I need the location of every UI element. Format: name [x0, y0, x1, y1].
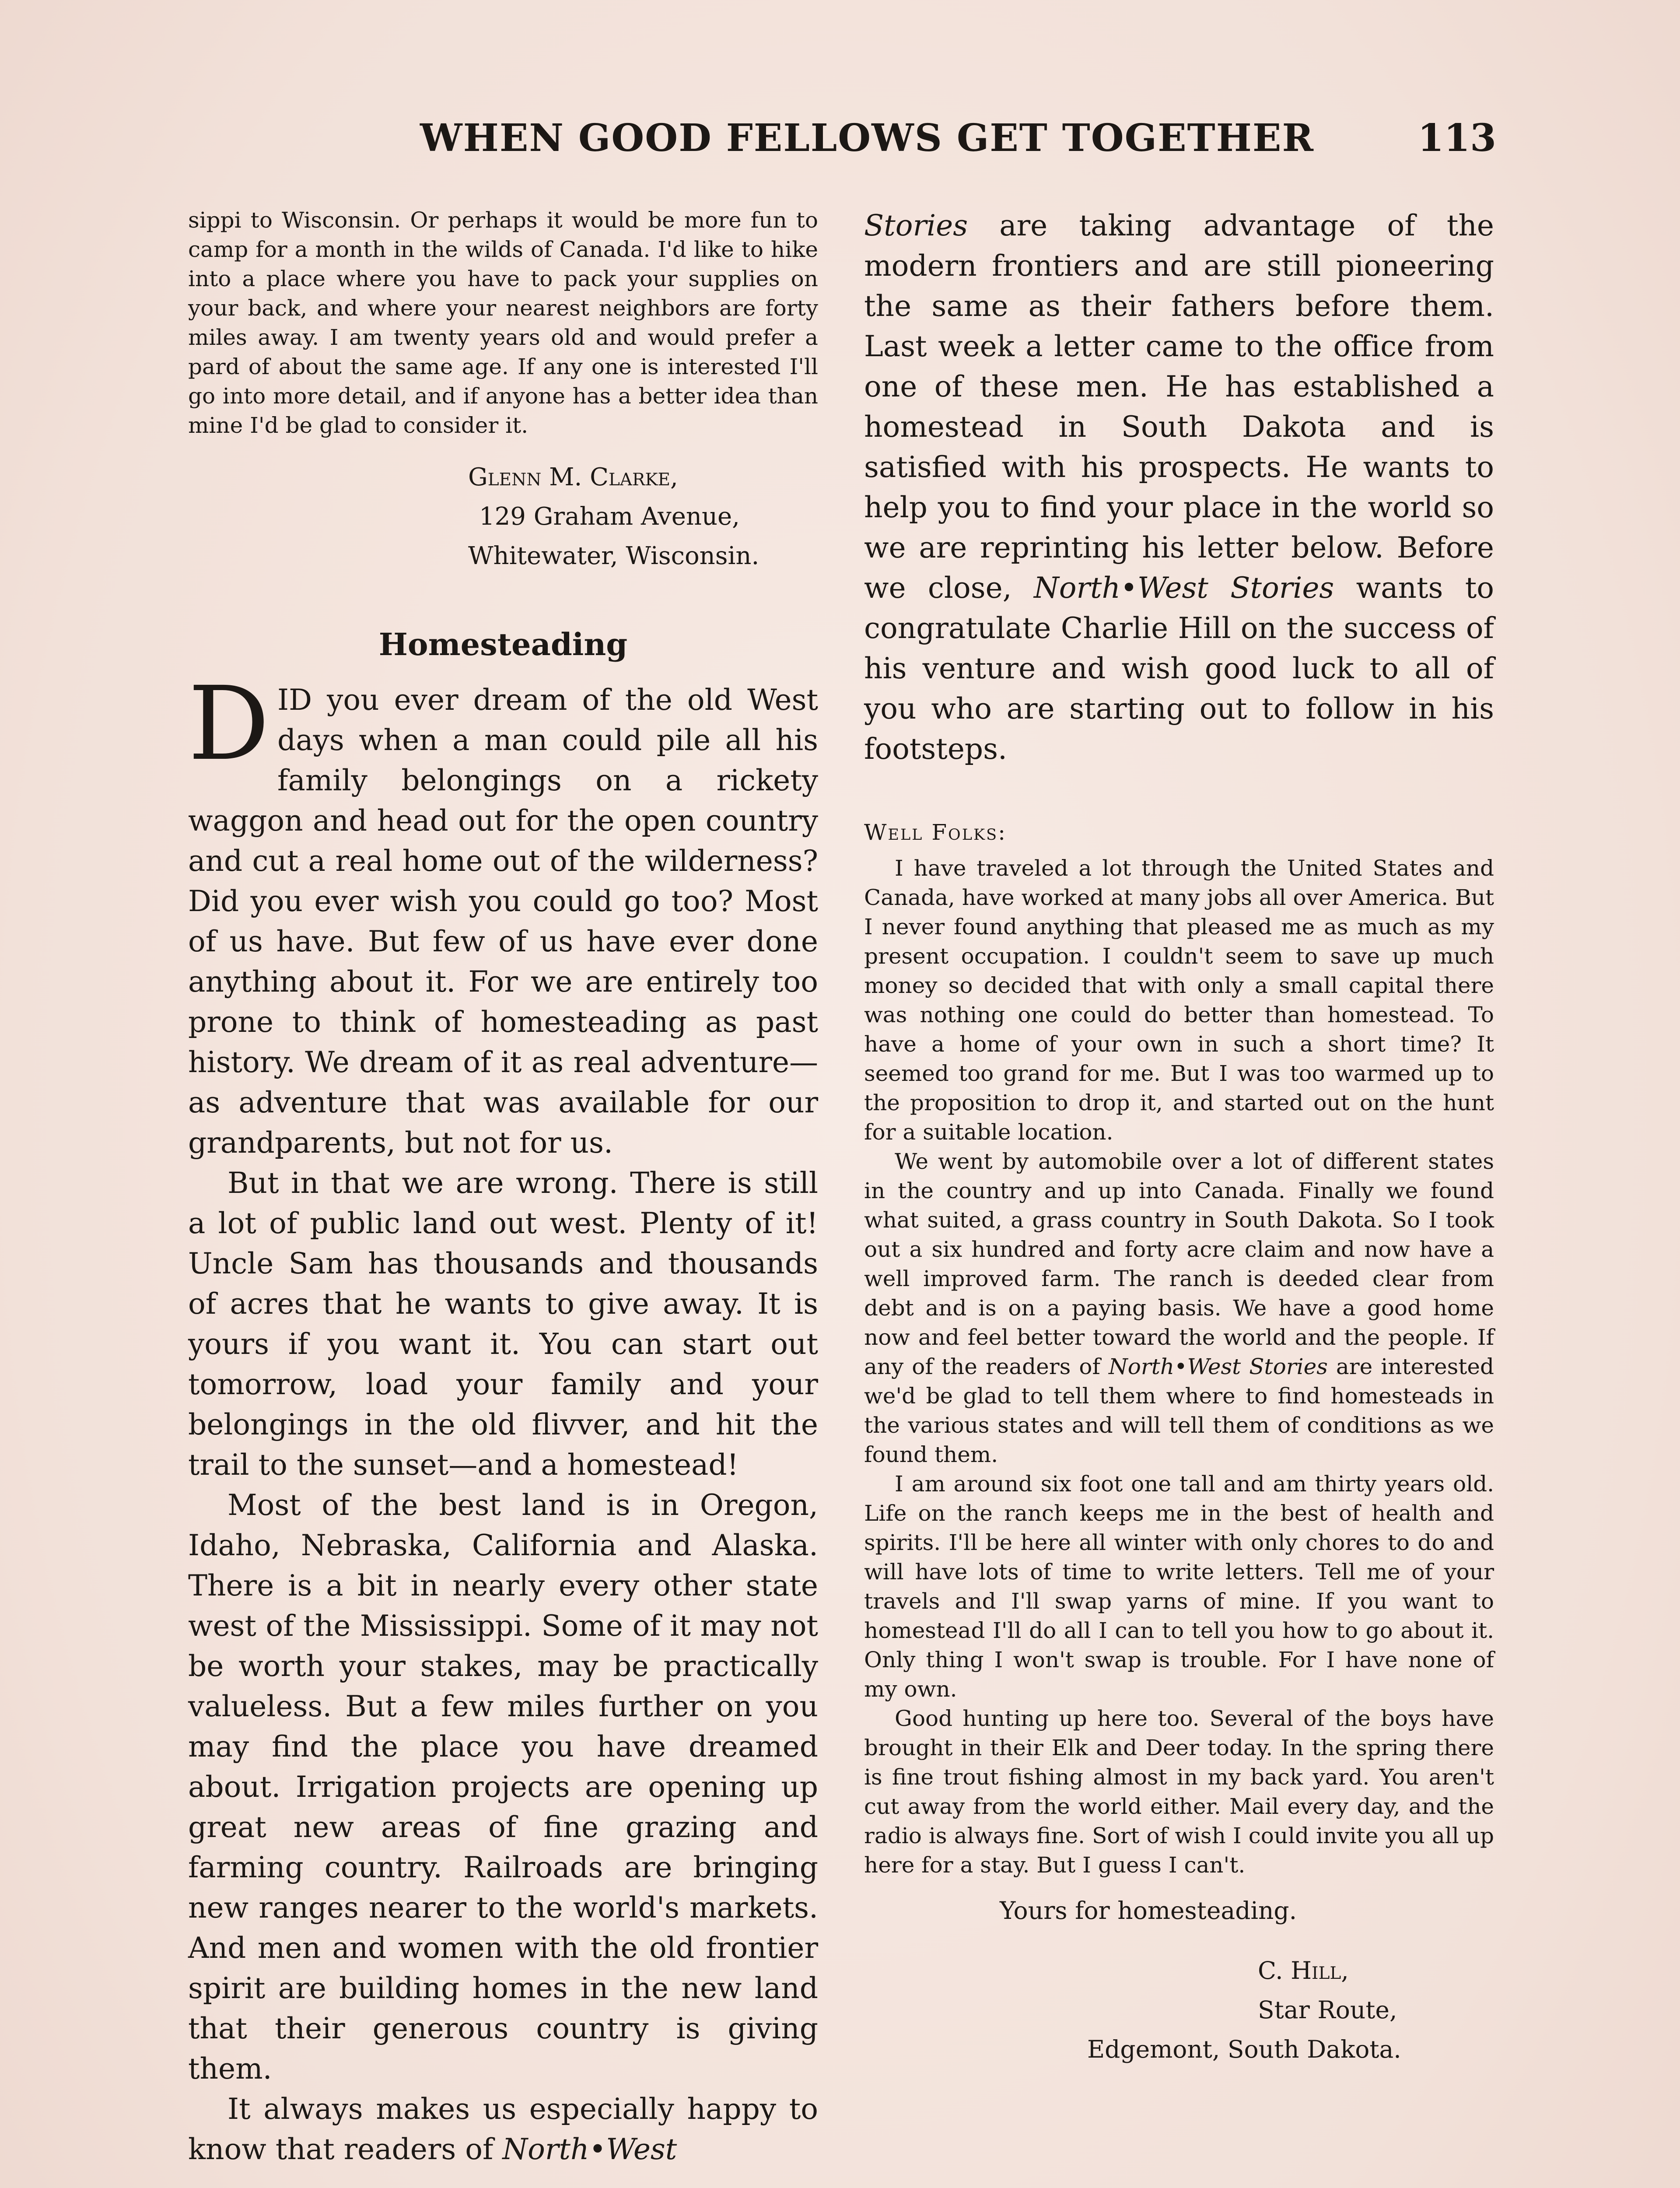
- hill-p2-b: are interested we'd be glad to tell them where to find homesteads in the various states and will tell them of conditions as we found them.: [864, 1354, 1494, 1467]
- section-heading-homesteading: Homesteading: [378, 626, 628, 663]
- letter-closing: Yours for homesteading.: [1000, 1897, 1297, 1925]
- drop-cap: D: [188, 665, 270, 783]
- article-paragraph-3: Most of the best land is in Oregon, Idaho, Nebraska, California and Alaska. There is a bit in nearly every other state west of the Mississippi. Some of it may not be worth your stakes, may be practically valueless. But a few miles further on you may find the place you have dreamed about. Irrigation projects are opening up great new areas of fine grazing and farming country. Railroads are bringing new ranges nearer to the world's markets. And men and women with the old frontier spirit are building homes in the new land that their generous country is giving them.: [188, 1488, 818, 2086]
- hill-signature-name: C. Hill,: [1258, 1957, 1349, 1985]
- article-continuation: [864, 206, 1494, 769]
- running-header: [188, 116, 1496, 177]
- letter-greeting: Well Folks:: [864, 820, 1007, 845]
- article-paragraph-2: But in that we are wrong. There is still a lot of public land out west. Plenty of it! Uncle Sam has thousands and thousands of acres that he wants to give away. It is yours if you want it. You can start out tomorrow, load your family and your belongings in the old flivver, and hit the trail to the sunset—and a homestead!: [188, 1166, 818, 1482]
- hill-signature-city: Edgemont, South Dakota.: [1087, 2035, 1401, 2063]
- hill-letter-paragraph-3: I am around six foot one tall and am thirty years old. Life on the ranch keeps me in the best of health and spirits. I'll be here all winter with only chores to do and will have lots of time to write letters. Tell me of your travels and I'll swap yarns of mine. If you want to homestead I'll do all I can to tell you how to go about it. Only thing I won't swap is trouble. For I have none of my own.: [864, 1471, 1494, 1702]
- page-header-title: WHEN GOOD FELLOWS GET TOGETHER: [420, 116, 1314, 160]
- clarke-letter-text: sippi to Wisconsin. Or perhaps it would be more fun to camp for a month in the wilds of Canada. I'd like to hike into a place where you have to pack your supplies on your back, and where your nearest neighbors are forty miles away. I am twenty years old and would prefer a pard of about the same age. If any one is interested I'll go into more detail, and if anyone has a better idea than mine I'd be glad to consider it.: [188, 207, 818, 438]
- hill-letter-paragraph-4: Good hunting up here too. Several of the boys have brought in their Elk and Deer today. In the spring there is fine trout fishing almost in my back yard. You aren't cut away from the world either. Mail every day, and the radio is always fine. Sort of wish I could invite you all up here for a stay. But I guess I can't.: [864, 1706, 1494, 1878]
- clarke-signature-street: 129 Graham Avenue,: [479, 502, 740, 531]
- clarke-signature-city: Whitewater, Wisconsin.: [468, 542, 760, 570]
- hill-letter-paragraph-2: [864, 1147, 1494, 1469]
- hill-letter-paragraph-1: I have traveled a lot through the United States and Canada, have worked at many jobs all over America. But I never found anything that pleased me as much as my present occupation. I couldn't seem to save up much money so decided that with only a small capital there was nothing one could do better than homestead. To have a home of your own in such a short time? It seemed too grand for me. But I was too warmed up to the proposition to drop it, and started out on the hunt for a suitable location.: [864, 856, 1494, 1145]
- hill-letter: [864, 854, 1494, 1880]
- continuation-text: are taking advantage of the modern frontiers and are still pioneering the same as their fathers before them. Last week a letter came to the office from one of these men. He has established a homestead in South Dakota and is satisfied with his prospects. He wants to help you to find your place in the world so we are reprinting his letter below. Before we close,: [864, 209, 1494, 605]
- right-column: [864, 206, 1494, 2069]
- article-paragraph-4: [188, 2089, 818, 2170]
- hill-signature: [1087, 1951, 1494, 2069]
- homesteading-article: [188, 665, 818, 2170]
- continuation-end-text: wants to congratulate Charlie Hill on the success of his venture and wish good luck to all of you who are starting out to follow in his footsteps.: [864, 571, 1494, 766]
- clarke-signature-name: Glenn M. Clarke,: [468, 463, 678, 491]
- magazine-name-cont: Stories: [864, 209, 968, 242]
- hill-p2-a: We went by automobile over a lot of different states in the country and up into Canada. Finally we found what suited, a grass country in South Dakota. So I took out a six hundred and forty acre claim and now have a well improved farm. The ranch is deeded clear from debt and is on a paying basis. We have a good home now and feel better toward the world and the people. If any of the readers of: [864, 1149, 1494, 1379]
- article-paragraph-1-text: ID you ever dream of the old West days when a man could pile all his family belongings on a rickety waggon and head out for the open country and cut a real home out of the wilderness? Did you ever wish you could go too? Most of us have. But few of us have ever done anything about it. For we are entirely too prone to think of homesteading as past history. We dream of it as real adventure—as adventure that was available for our grandparents, but not for us.: [188, 683, 818, 1160]
- article-paragraph-4-text: It always makes us especially happy to know that readers of: [188, 2092, 818, 2166]
- article-continuation-paragraph: [864, 206, 1494, 769]
- clarke-signature: [468, 458, 818, 576]
- magazine-name-letter: North•West Stories: [1109, 1354, 1328, 1379]
- left-column: [188, 206, 818, 2170]
- magazine-name-full: North•West Stories: [1033, 571, 1334, 605]
- magazine-name: North•West: [502, 2132, 677, 2166]
- clarke-letter: [188, 206, 818, 440]
- article-paragraph: [188, 665, 818, 1163]
- page-number: 113: [1418, 116, 1496, 160]
- hill-signature-route: Star Route,: [1258, 1996, 1397, 2024]
